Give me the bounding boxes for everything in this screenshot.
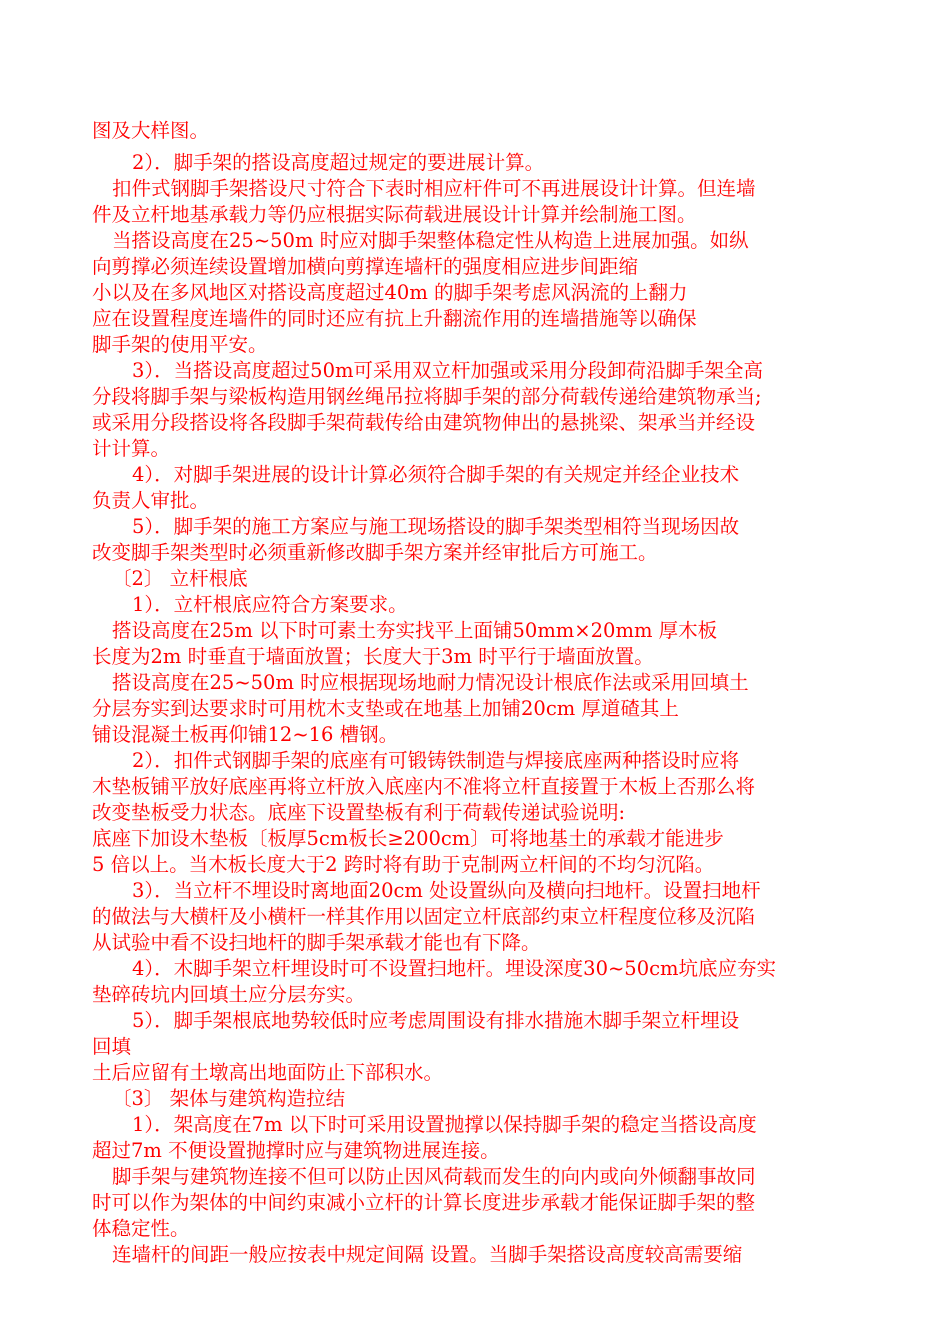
text-line: 土后应留有土墩高出地面防止下部积水。 bbox=[92, 1061, 444, 1084]
text-line: 图及大样图。 bbox=[92, 119, 210, 142]
text-line: 搭设高度在25~50m 时应根据现场地耐力情况设计根底作法或采用回填土 bbox=[112, 671, 749, 694]
text-line: 1）．架高度在7m 以下时可采用设置抛撑以保持脚手架的稳定当搭设高度 bbox=[132, 1113, 757, 1136]
text-line: 5）．脚手架的施工方案应与施工现场搭设的脚手架类型相符当现场因故 bbox=[132, 515, 740, 538]
text-line: 4）．木脚手架立杆埋设时可不设置扫地杆。埋设深度30~50cm坑底应夯实 bbox=[132, 957, 777, 980]
text-line: 1）．立杆根底应符合方案要求。 bbox=[132, 593, 408, 616]
text-line: 脚手架的使用平安。 bbox=[92, 333, 268, 356]
text-line: 铺设混凝土板再仰铺12~16 槽钢。 bbox=[92, 723, 399, 746]
text-line: 2）．脚手架的搭设高度超过规定的要进展计算。 bbox=[132, 151, 545, 174]
text-line: 搭设高度在25m 以下时可素土夯实找平上面铺50mm×20mm 厚木板 bbox=[112, 619, 718, 642]
text-line: 改变脚手架类型时必须重新修改脚手架方案并经审批后方可施工。 bbox=[92, 541, 658, 564]
text-line: 回填 bbox=[92, 1035, 132, 1058]
text-line: 超过7m 不便设置抛撑时应与建筑物进展连接。 bbox=[92, 1139, 500, 1162]
text-line: 5）．脚手架根底地势较低时应考虑周围设有排水措施木脚手架立杆埋设 bbox=[132, 1009, 740, 1032]
text-line: 连墙杆的间距一般应按表中规定间隔 设置。当脚手架搭设高度较高需要缩 bbox=[112, 1243, 743, 1266]
text-line: 木垫板铺平放好底座再将立杆放入底座内不准将立杆直接置于木板上否那么将 bbox=[92, 775, 756, 798]
text-line: 时可以作为架体的中间约束减小立杆的计算长度进步承载才能保证脚手架的整 bbox=[92, 1191, 756, 1214]
text-line: 3）．当搭设高度超过50m可采用双立杆加强或采用分段卸荷沿脚手架全高 bbox=[132, 359, 763, 382]
text-line: 应在设置程度连墙件的同时还应有抗上升翻流作用的连墙措施等以确保 bbox=[92, 307, 697, 330]
text-line: 计计算。 bbox=[92, 437, 171, 460]
text-line: 脚手架与建筑物连接不但可以防止因风荷载而发生的向内或向外倾翻事故同 bbox=[112, 1165, 756, 1188]
text-line: 体稳定性。 bbox=[92, 1217, 190, 1240]
text-line: 底座下加设木垫板〔板厚5cm板长≥200cm〕可将地基土的承载才能进步 bbox=[92, 827, 724, 850]
text-line: 扣件式钢脚手架搭设尺寸符合下表时相应杆件可不再进展设计计算。但连墙 bbox=[112, 177, 756, 200]
text-line: 2）．扣件式钢脚手架的底座有可锻铸铁制造与焊接底座两种搭设时应将 bbox=[132, 749, 740, 772]
text-line: 垫碎砖坑内回填土应分层夯实。 bbox=[92, 983, 366, 1006]
section-heading: 〔2〕 立杆根底 bbox=[112, 567, 248, 590]
text-line: 改变垫板受力状态。底座下设置垫板有利于荷载传递试验说明: bbox=[92, 801, 626, 824]
text-line: 或采用分段搭设将各段脚手架荷载传给由建筑物伸出的悬挑梁、架承当并经设 bbox=[92, 411, 756, 434]
text-line: 5 倍以上。当木板长度大于2 跨时将有助于克制两立杆间的不均匀沉陷。 bbox=[92, 853, 715, 876]
text-line: 4）．对脚手架进展的设计计算必须符合脚手架的有关规定并经企业技术 bbox=[132, 463, 740, 486]
text-line: 分段将脚手架与梁板构造用钢丝绳吊拉将脚手架的部分荷载传递给建筑物承当; bbox=[92, 385, 762, 408]
text-line: 分层夯实到达要求时可用枕木支垫或在地基上加铺20cm 厚道碴其上 bbox=[92, 697, 679, 720]
text-line: 小以及在多风地区对搭设高度超过40m 的脚手架考虑风涡流的上翻力 bbox=[92, 281, 688, 304]
text-line: 向剪撑必须连续设置增加横向剪撑连墙杆的强度相应进步间距缩 bbox=[92, 255, 639, 278]
text-line: 件及立杆地基承载力等仍应根据实际荷载进展设计计算并绘制施工图。 bbox=[92, 203, 697, 226]
text-line: 从试验中看不设扫地杆的脚手架承载才能也有下降。 bbox=[92, 931, 541, 954]
text-line: 负责人审批。 bbox=[92, 489, 210, 512]
text-line: 长度为2m 时垂直于墙面放置；长度大于3m 时平行于墙面放置。 bbox=[92, 645, 654, 668]
text-line: 当搭设高度在25~50m 时应对脚手架整体稳定性从构造上进展加强。如纵 bbox=[112, 229, 749, 252]
section-heading: 〔3〕 架体与建筑构造拉结 bbox=[112, 1087, 346, 1110]
text-line: 3）．当立杆不埋设时离地面20cm 处设置纵向及横向扫地杆。设置扫地杆 bbox=[132, 879, 761, 902]
text-line: 的做法与大横杆及小横杆一样其作用以固定立杆底部约束立杆程度位移及沉陷 bbox=[92, 905, 756, 928]
